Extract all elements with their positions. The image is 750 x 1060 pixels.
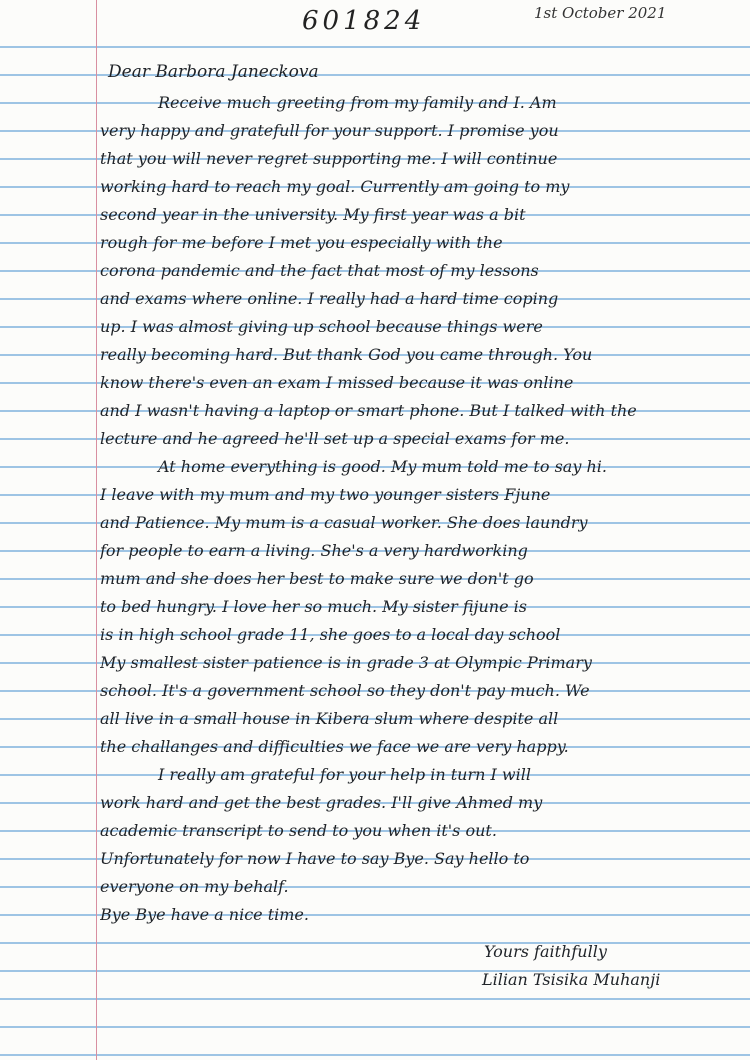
reference-number: 601824 bbox=[302, 6, 426, 36]
letter-line: all live in a small house in Kibera slum where despite all bbox=[100, 709, 559, 728]
letter-line: up. I was almost giving up school because things were bbox=[100, 317, 543, 336]
letter-line: lecture and he agreed he'll set up a special exams for me. bbox=[100, 429, 570, 448]
salutation: Dear Barbora Janeckova bbox=[108, 62, 319, 82]
letter-line: At home everything is good. My mum told me to say hi. bbox=[158, 457, 607, 476]
letter-line: to bed hungry. I love her so much. My sister fijune is bbox=[100, 597, 527, 616]
letter-line: really becoming hard. But thank God you came through. You bbox=[100, 345, 593, 364]
closing-phrase: Yours faithfully bbox=[484, 942, 607, 961]
letter-line: very happy and gratefull for your support. I promise you bbox=[100, 121, 559, 140]
letter-line: is in high school grade 11, she goes to a local day school bbox=[100, 625, 561, 644]
letter-line: for people to earn a living. She's a very hardworking bbox=[100, 541, 528, 560]
letter-line: everyone on my behalf. bbox=[100, 877, 289, 896]
letter-line: rough for me before I met you especially with the bbox=[100, 233, 503, 252]
letter-line: that you will never regret supporting me. I will continue bbox=[100, 149, 558, 168]
letter-line: the challanges and difficulties we face we are very happy. bbox=[100, 737, 569, 756]
letter-line: working hard to reach my goal. Currently am going to my bbox=[100, 177, 570, 196]
letter-line: Receive much greeting from my family and I. Am bbox=[158, 93, 557, 112]
letter-line: school. It's a government school so they don't pay much. We bbox=[100, 681, 590, 700]
letter-line: work hard and get the best grades. I'll give Ahmed my bbox=[100, 793, 543, 812]
letter-line: corona pandemic and the fact that most of my lessons bbox=[100, 261, 539, 280]
letter-line: I really am grateful for your help in turn I will bbox=[158, 765, 531, 784]
letter-line: Unfortunately for now I have to say Bye. Say hello to bbox=[100, 849, 530, 868]
closing-block bbox=[484, 938, 660, 994]
letter-line: and I wasn't having a laptop or smart phone. But I talked with the bbox=[100, 401, 637, 420]
letter-line: know there's even an exam I missed because it was online bbox=[100, 373, 574, 392]
letter-line: second year in the university. My first year was a bit bbox=[100, 205, 526, 224]
letter-line: and Patience. My mum is a casual worker. She does laundry bbox=[100, 513, 588, 532]
signature-name: Lilian Tsisika Muhanji bbox=[482, 970, 661, 989]
letter-line: mum and she does her best to make sure we don't go bbox=[100, 569, 534, 588]
letter-line: I leave with my mum and my two younger sisters Fjune bbox=[100, 485, 551, 504]
margin-line bbox=[96, 0, 97, 1060]
letter-body bbox=[100, 89, 745, 929]
letter-date: 1st October 2021 bbox=[534, 4, 667, 22]
letter-line: and exams where online. I really had a hard time coping bbox=[100, 289, 559, 308]
letter-line: academic transcript to send to you when it's out. bbox=[100, 821, 497, 840]
letter-line: Bye Bye have a nice time. bbox=[100, 905, 309, 924]
letter-line: My smallest sister patience is in grade 3 at Olympic Primary bbox=[100, 653, 592, 672]
